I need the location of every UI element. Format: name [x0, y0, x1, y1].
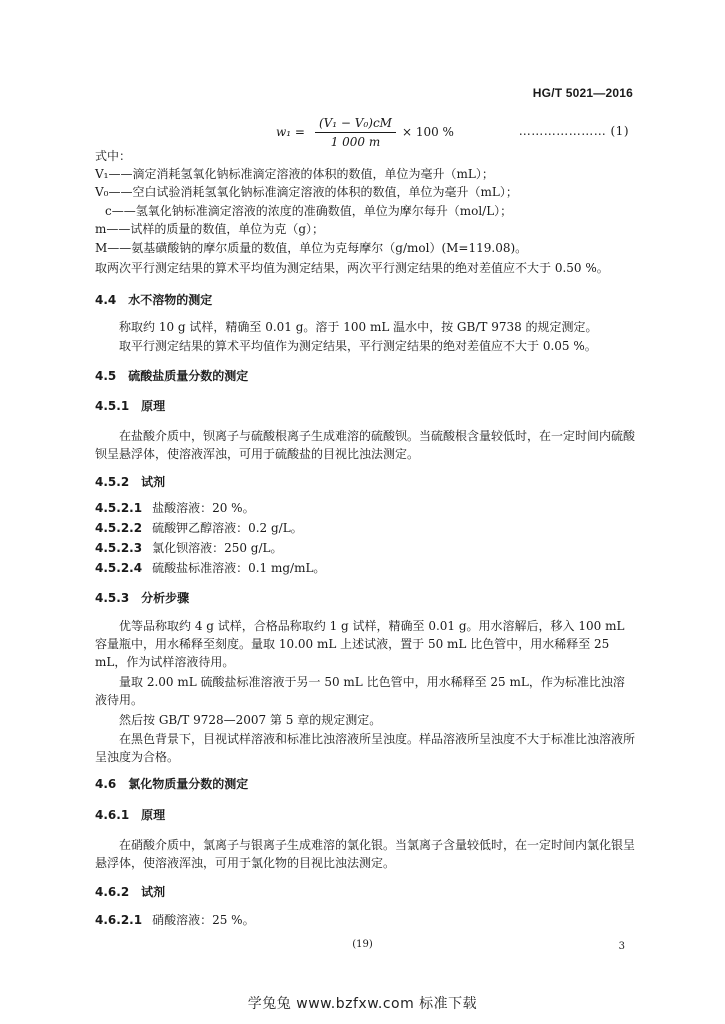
s44-paragraph-2: 取平行测定结果的算术平均值作为测定结果，平行测定结果的绝对差值应不大于 0.05 %。 — [119, 339, 597, 353]
section-title: 水不溶物的测定 — [128, 293, 213, 307]
section-number: 4.6.2 — [95, 885, 130, 899]
s453-paragraph-3: 然后按 GB/T 9728—2007 第 5 章的规定测定。 — [119, 713, 382, 727]
where-label: 式中： — [95, 149, 132, 163]
reagent-item — [95, 540, 283, 556]
reagent-item — [95, 560, 325, 576]
def-v0: V₀——空白试验消耗氢氧化钠标准滴定溶液的体积的数值，单位为毫升（mL）； — [95, 185, 518, 199]
section-title: 原理 — [141, 399, 166, 413]
def-m: m——试样的质量的数值，单位为克（g）； — [95, 222, 325, 236]
standard-code: HG/T 5021—2016 — [532, 86, 633, 100]
section-number: 4.5 — [95, 369, 117, 383]
def-M: M——氨基磺酸钠的摩尔质量的数值，单位为克每摩尔（g/mol）(M=119.08)。 — [95, 241, 528, 255]
reagent-number: 4.5.2.3 — [95, 541, 143, 555]
reagent-item — [95, 912, 255, 928]
section-title: 试剂 — [141, 475, 166, 489]
formula-number: ………………… (1) — [518, 124, 629, 138]
s453-paragraph-1: 优等品称取约 4 g 试样，合格品称取约 1 g 试样，精确至 0.01 g。用水溶解后，移入 100 mL 容量瓶中，用水稀释至刻度。量取 10.00 mL 上述试液，置于 50 mL 比色管中，用水稀释至 25 mL，作为试样溶液待用。 — [95, 619, 625, 669]
reagent-number: 4.5.2.1 — [95, 501, 143, 515]
s44-paragraph-1: 称取约 10 g 试样，精确至 0.01 g。溶于 100 mL 温水中，按 GB/T 9738 的规定测定。 — [119, 320, 598, 334]
formula-lhs: w₁ = — [276, 125, 305, 139]
section-4-5-3-heading — [95, 590, 189, 606]
section-number: 4.5.3 — [95, 591, 130, 605]
section-number: 4.6.1 — [95, 808, 130, 822]
section-4-6-2-heading — [95, 884, 165, 900]
reagent-item — [95, 520, 303, 536]
section-title: 氯化物质量分数的测定 — [128, 777, 249, 791]
def-c: c——氢氧化钠标准滴定溶液的浓度的准确数值，单位为摩尔每升（mol/L）； — [105, 204, 513, 218]
result-statement: 取两次平行测定结果的算术平均值为测定结果，两次平行测定结果的绝对差值应不大于 0.50 %。 — [95, 261, 609, 275]
s453-paragraph-2: 量取 2.00 mL 硫酸盐标准溶液于另一 50 mL 比色管中，用水稀释至 25 mL，作为标准比浊溶液待用。 — [95, 675, 625, 707]
section-title: 分析步骤 — [141, 591, 190, 605]
section-4-5-1-heading — [95, 398, 165, 414]
section-4-5-heading — [95, 368, 248, 384]
s461-paragraph: 在硝酸介质中，氯离子与银离子生成难溶的氯化银。当氯离子含量较低时，在一定时间内氯化银呈悬浮体，使溶液浑浊，可用于氯化物的目视比浊法测定。 — [95, 838, 636, 870]
reagent-text: 氯化钡溶液：250 g/L。 — [152, 541, 283, 555]
section-number: 4.5.2 — [95, 475, 130, 489]
reagent-number: 4.5.2.4 — [95, 561, 143, 575]
reagent-text: 盐酸溶液：20 %。 — [152, 501, 255, 515]
s453-paragraph-4: 在黑色背景下，目视试样溶液和标准比浊溶液所呈浊度。样品溶液所呈浊度不大于标准比浊溶液所呈浊度为合格。 — [95, 732, 636, 764]
def-v1: V₁——滴定消耗氢氧化钠标准滴定溶液的体积的数值，单位为毫升（mL）； — [95, 167, 494, 181]
reagent-number: 4.6.2.1 — [95, 913, 143, 927]
section-number: 4.5.1 — [95, 399, 130, 413]
formula-numerator: (V₁ − V₀)cM — [315, 116, 396, 133]
section-4-6-heading — [95, 776, 248, 792]
section-4-4-heading — [95, 292, 212, 308]
formula-1 — [276, 114, 454, 150]
formula-tail: × 100 % — [401, 125, 454, 139]
section-title: 硫酸盐质量分数的测定 — [128, 369, 249, 383]
section-number: 4.4 — [95, 293, 117, 307]
reagent-text: 硫酸盐标准溶液：0.1 mg/mL。 — [152, 561, 326, 575]
s451-paragraph: 在盐酸介质中，钡离子与硫酸根离子生成难溶的硫酸钡。当硫酸根含量较低时，在一定时间内硫酸钡呈悬浮体，使溶液浑浊，可用于硫酸盐的目视比浊法测定。 — [95, 429, 636, 461]
formula-fraction — [315, 116, 396, 149]
page-number-right: 3 — [618, 941, 625, 952]
section-title: 原理 — [141, 808, 166, 822]
section-title: 试剂 — [141, 885, 166, 899]
reagent-number: 4.5.2.2 — [95, 521, 143, 535]
formula-denominator: 1 000 m — [330, 134, 381, 149]
reagent-text: 硝酸溶液：25 %。 — [152, 913, 255, 927]
section-number: 4.6 — [95, 777, 117, 791]
reagent-text: 硫酸钾乙醇溶液：0.2 g/L。 — [152, 521, 303, 535]
reagent-item — [95, 500, 255, 516]
section-4-6-1-heading — [95, 807, 165, 823]
section-4-5-2-heading — [95, 474, 165, 490]
page-number-center: (19) — [352, 939, 373, 950]
watermark-link[interactable]: 学兔兔 www.bzfxw.com 标准下载 — [247, 996, 478, 1012]
